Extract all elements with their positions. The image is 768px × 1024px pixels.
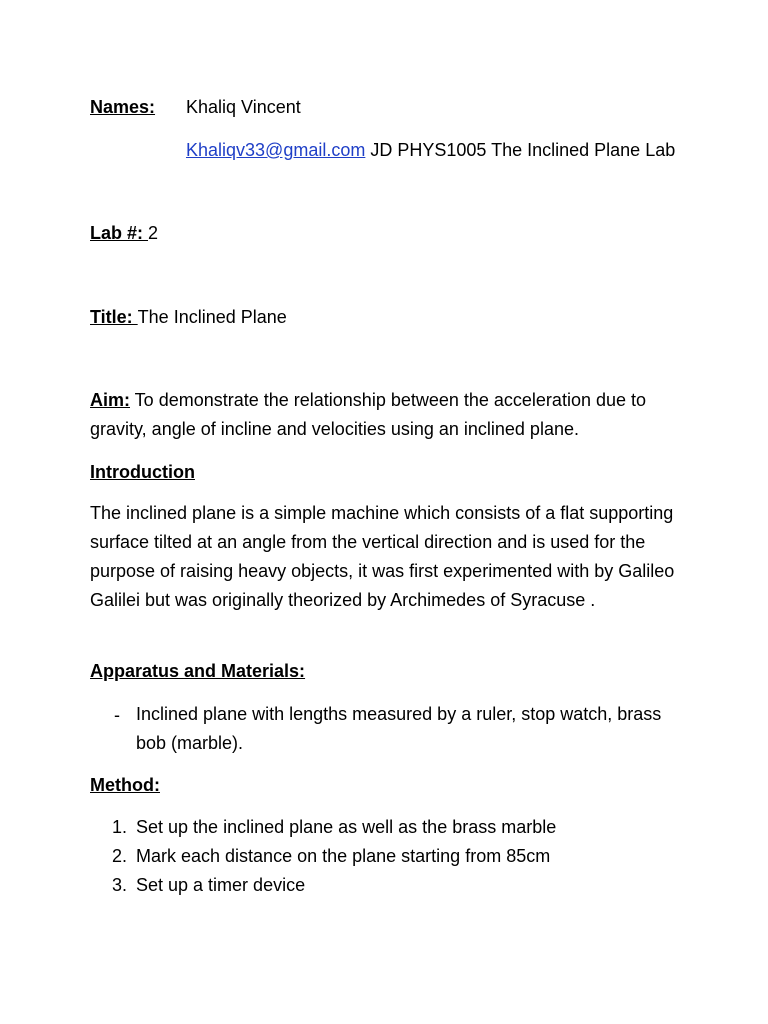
email-link[interactable]: Khaliqv33@gmail.com (186, 140, 366, 160)
aim-paragraph (90, 386, 690, 444)
method-step-number: 1. (112, 817, 128, 837)
method-heading: Method: (90, 775, 160, 795)
introduction-heading: Introduction (90, 462, 195, 482)
method-step-text: Set up the inclined plane as well as the brass marble (136, 817, 557, 837)
apparatus-heading: Apparatus and Materials: (90, 661, 306, 681)
introduction-text: The inclined plane is a simple machine which consists of a flat supporting surface tilted at an angle from the vertical direction and is used for the purpose of raising heavy objects, it was first experimented with by Galileo Galilei but was originally theorized by Archimedes of Syracuse . (90, 503, 675, 610)
aim-label: Aim: (90, 390, 130, 410)
apparatus-bullet: - (114, 705, 120, 725)
title-value: The Inclined Plane (137, 307, 287, 327)
contact-line (186, 139, 675, 161)
method-step-number: 2. (112, 846, 128, 866)
names-value: Khaliq Vincent (186, 97, 301, 117)
names-label: Names: (90, 97, 156, 117)
aim-text: To demonstrate the relationship between the acceleration due to gravity, angle of incline and velocities using an inclined plane. (90, 390, 647, 439)
apparatus-item: Inclined plane with lengths measured by a ruler, stop watch, brass bob (marble). (136, 704, 662, 753)
method-step-number: 3. (112, 875, 128, 895)
lab-line (90, 222, 158, 244)
title-line (90, 306, 287, 328)
lab-label: Lab #: (90, 223, 149, 243)
method-step-text: Mark each distance on the plane starting from 85cm (136, 846, 551, 866)
title-label: Title: (90, 307, 138, 327)
course-info: JD PHYS1005 The Inclined Plane Lab (365, 140, 676, 160)
lab-value: 2 (148, 223, 159, 243)
method-step-text: Set up a timer device (136, 875, 306, 895)
